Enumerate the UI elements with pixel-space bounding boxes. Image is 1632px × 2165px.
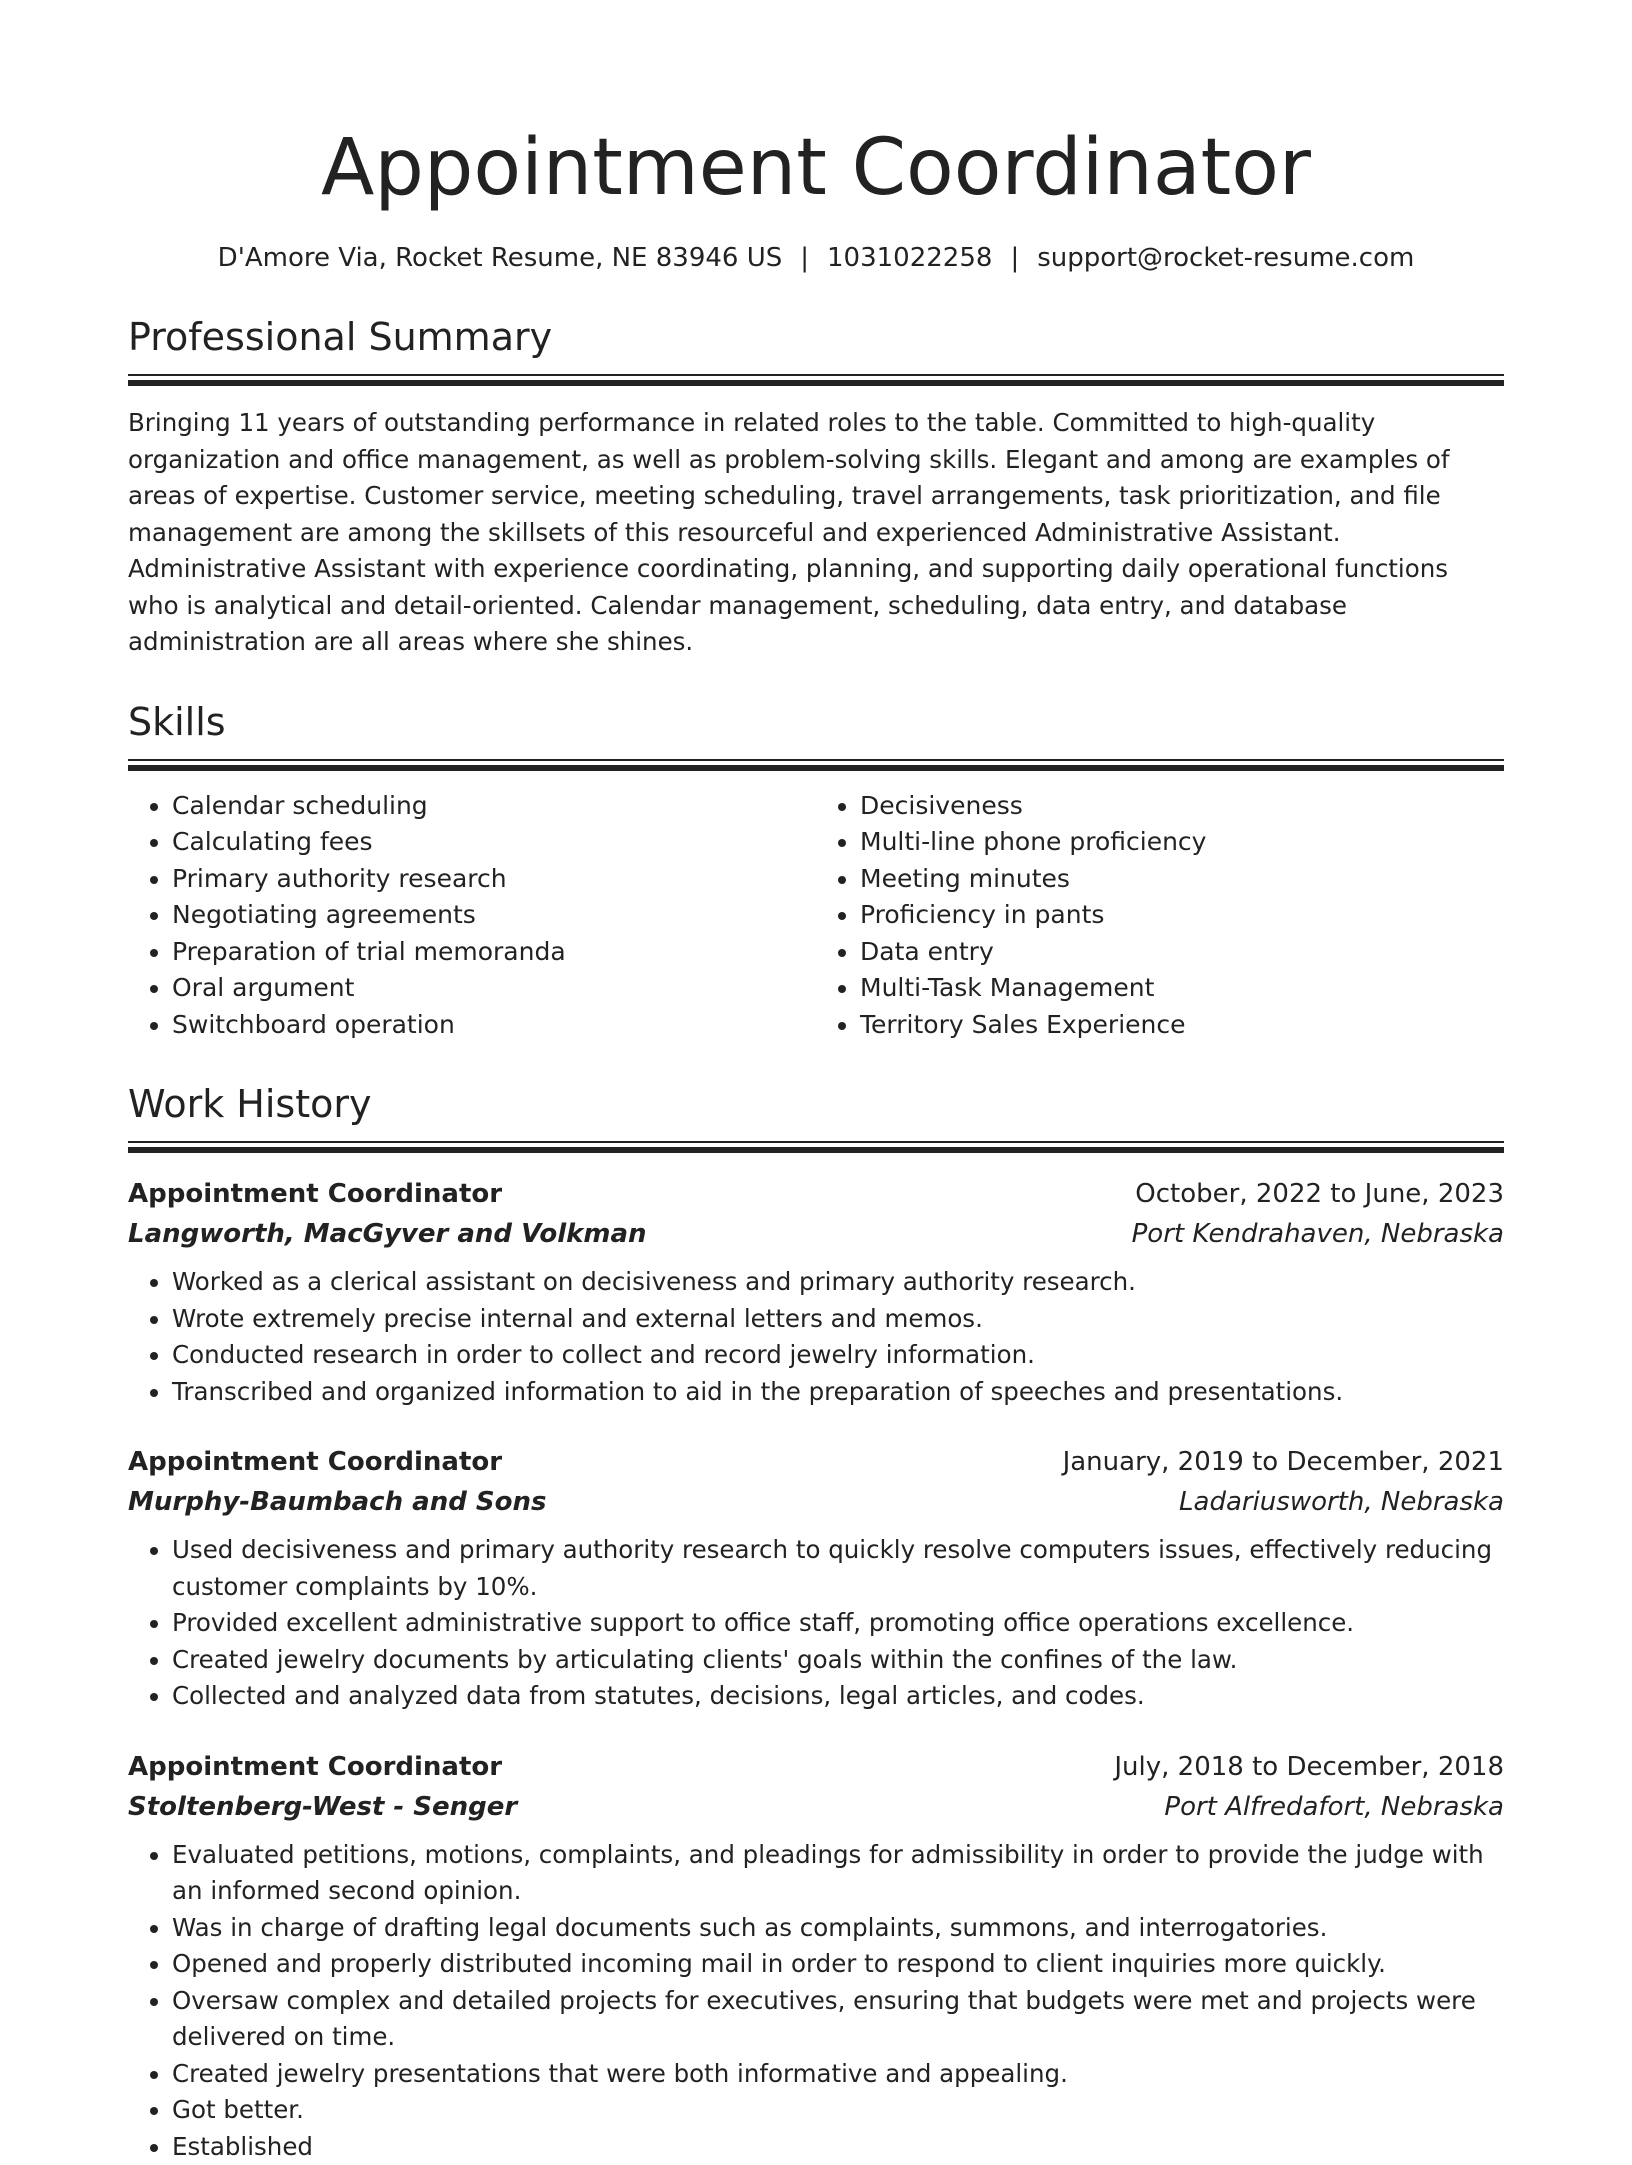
job-dates: October, 2022 to June, 2023 [1135,1174,1504,1214]
section-title-work-history: Work History [128,1079,1504,1129]
section-divider [128,759,1504,774]
job-bullet: • Oversaw complex and detailed projects for executives, ensuring that budgets were met and projects were delivered on time. [172,1983,1504,2056]
job-header-row [128,1174,1504,1214]
section-title-skills: Skills [128,697,1504,747]
job-bullet: • Evaluated petitions, motions, complaints, and pleadings for admissibility in order to provide the judge with an informed second opinion. [172,1837,1504,1910]
job-bullet: • Provided excellent administrative support to office staff, promoting office operations excellence. [172,1605,1504,1642]
job-subheader-row [128,1482,1504,1522]
job-bullet: • Got better. [172,2092,1504,2129]
job-bullet: • Worked as a clerical assistant on decisiveness and primary authority research. [172,1264,1504,1301]
contact-phone: 1031022258 [827,243,992,273]
job-bullet: • Collected and analyzed data from statutes, decisions, legal articles, and codes. [172,1678,1504,1715]
section-divider [128,374,1504,389]
section-divider [128,1141,1504,1156]
skill-item: • Decisiveness [860,788,1504,825]
job-company: Stoltenberg-West - Senger [128,1787,517,1827]
contact-address: D'Amore Via, Rocket Resume, NE 83946 US [218,243,783,273]
section-title-summary: Professional Summary [128,312,1504,362]
skill-item: • Meeting minutes [860,861,1504,898]
job-bullets [128,1532,1504,1715]
skill-item: • Proficiency in pants [860,897,1504,934]
contact-separator: | [1010,243,1019,273]
contact-email: support@rocket-resume.com [1037,243,1414,273]
skills-columns [128,788,1504,1044]
skill-item: • Switchboard operation [172,1007,816,1044]
job-header-row [128,1747,1504,1787]
job-bullet: • Conducted research in order to collect and record jewelry information. [172,1337,1504,1374]
job-bullets [128,1264,1504,1410]
skill-item: • Multi-Task Management [860,970,1504,1007]
job-header-row [128,1442,1504,1482]
job-title: Appointment Coordinator [128,1747,502,1787]
job-subheader-row [128,1787,1504,1827]
job-entry [128,1747,1504,2165]
resume-name: Appointment Coordinator [128,112,1504,224]
skill-item: • Territory Sales Experience [860,1007,1504,1044]
job-location: Port Alfredafort, Nebraska [1164,1787,1504,1827]
skill-item: • Negotiating agreements [172,897,816,934]
skill-item: • Calendar scheduling [172,788,816,825]
job-title: Appointment Coordinator [128,1174,502,1214]
job-bullets [128,1837,1504,2165]
contact-separator: | [800,243,809,273]
job-bullet: • Opened and properly distributed incoming mail in order to respond to client inquiries more quickly. [172,1946,1504,1983]
job-bullet: • Was in charge of drafting legal documents such as complaints, summons, and interrogatories. [172,1910,1504,1947]
job-bullet: • Established [172,2129,1504,2165]
job-location: Ladariusworth, Nebraska [1179,1482,1504,1522]
job-dates: January, 2019 to December, 2021 [1063,1442,1504,1482]
skills-section [128,697,1504,1044]
skills-list-right [816,788,1504,1044]
job-location: Port Kendrahaven, Nebraska [1132,1214,1504,1254]
skill-item: • Multi-line phone proficiency [860,824,1504,861]
summary-section [128,312,1504,661]
skill-item: • Primary authority research [172,861,816,898]
job-bullet: • Transcribed and organized information to aid in the preparation of speeches and presentations. [172,1374,1504,1411]
job-entry [128,1442,1504,1715]
contact-line [128,240,1504,276]
job-company: Langworth, MacGyver and Volkman [128,1214,647,1254]
job-title: Appointment Coordinator [128,1442,502,1482]
job-bullet: • Created jewelry documents by articulating clients' goals within the confines of the law. [172,1642,1504,1679]
skill-item: • Preparation of trial memoranda [172,934,816,971]
job-bullet: • Used decisiveness and primary authority research to quickly resolve computers issues, effectively reducing customer complaints by 10%. [172,1532,1504,1605]
skill-item: • Data entry [860,934,1504,971]
job-bullet: • Created jewelry presentations that were both informative and appealing. [172,2056,1504,2093]
work-history-section [128,1079,1504,2165]
summary-text: Bringing 11 years of outstanding performance in related roles to the table. Committed to high-quality organization and office management, as well as problem-solving skills. Elegant and among are examples of areas of expertise. Customer service, meeting scheduling, travel arrangements, task prioritization, and file management are among the skillsets of this resourceful and experienced Administrative Assistant. Administrative Assistant with experience coordinating, planning, and supporting daily operational functions who is analytical and detail-oriented. Calendar management, scheduling, data entry, and database administration are all areas where she shines. [128,405,1504,661]
job-subheader-row [128,1214,1504,1254]
skills-list-left [128,788,816,1044]
job-bullet: • Wrote extremely precise internal and external letters and memos. [172,1301,1504,1338]
job-entry [128,1174,1504,1410]
skill-item: • Oral argument [172,970,816,1007]
job-company: Murphy-Baumbach and Sons [128,1482,546,1522]
skill-item: • Calculating fees [172,824,816,861]
job-dates: July, 2018 to December, 2018 [1114,1747,1504,1787]
